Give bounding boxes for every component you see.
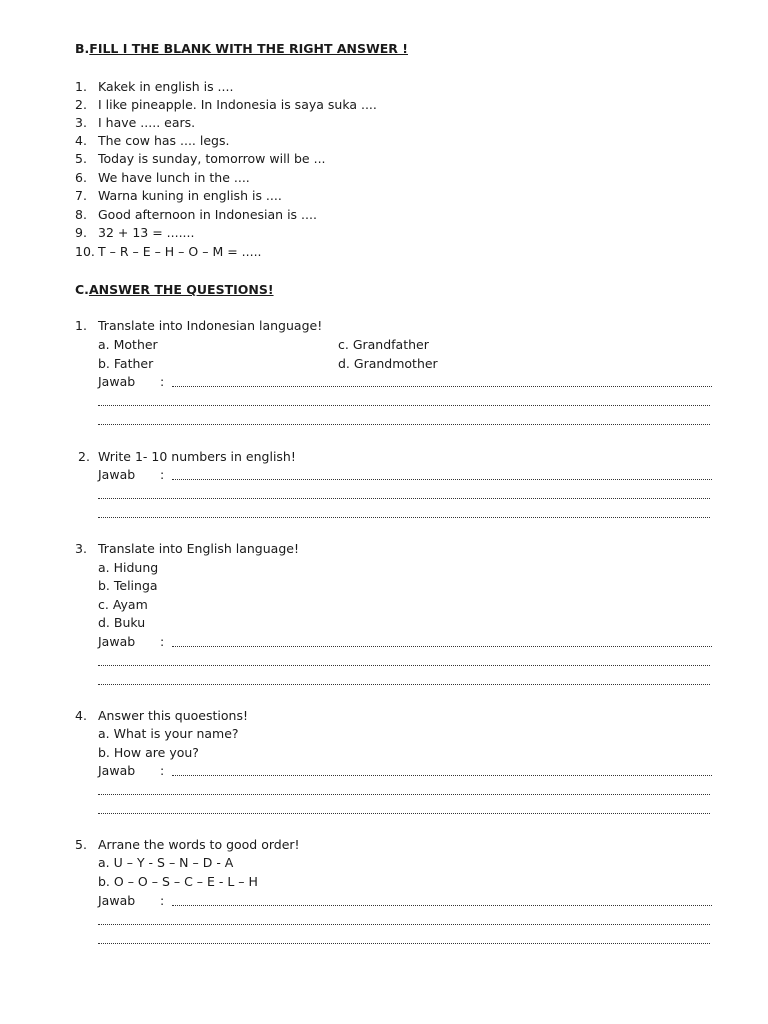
item-number: 4. — [75, 133, 87, 148]
section-c-heading — [75, 281, 274, 299]
answer-line[interactable] — [98, 812, 710, 814]
option: a. Hidung — [98, 560, 159, 575]
answer-line[interactable] — [172, 478, 712, 480]
section-b-letter: B. — [75, 41, 90, 56]
question-number: 5. — [75, 837, 87, 852]
answer-line[interactable] — [98, 516, 710, 518]
item-number: 9. — [75, 225, 87, 240]
item-number: 8. — [75, 207, 87, 222]
question-text: Translate into Indonesian language! — [98, 318, 323, 333]
jawab-label: Jawab — [98, 634, 136, 649]
answer-line[interactable] — [98, 683, 710, 685]
option: b. Father — [98, 356, 154, 371]
option: c. Ayam — [98, 597, 148, 612]
option: b. O – O – S – C – E - L – H — [98, 874, 258, 889]
jawab-label: Jawab — [98, 763, 136, 778]
item-number: 2. — [75, 97, 87, 112]
item-number: 7. — [75, 188, 87, 203]
item-text: Today is sunday, tomorrow will be ... — [98, 151, 326, 166]
item-number: 5. — [75, 151, 87, 166]
section-b-title: FILL I THE BLANK WITH THE RIGHT ANSWER ! — [89, 41, 408, 56]
option: b. How are you? — [98, 745, 199, 760]
answer-line[interactable] — [172, 904, 712, 906]
answer-line[interactable] — [98, 793, 710, 795]
jawab-label: Jawab — [98, 467, 136, 482]
answer-line[interactable] — [172, 645, 712, 647]
question-number: 4. — [75, 708, 87, 723]
option: b. Telinga — [98, 578, 158, 593]
option: c. Grandfather — [338, 337, 429, 352]
item-text: 32 + 13 = ....... — [98, 225, 195, 240]
question-text: Translate into English language! — [98, 541, 299, 556]
item-text: I like pineapple. In Indonesia is saya suka .... — [98, 97, 377, 112]
item-text: Good afternoon in Indonesian is .... — [98, 207, 317, 222]
answer-line[interactable] — [98, 423, 710, 425]
section-b-heading — [75, 40, 408, 58]
section-c-title: ANSWER THE QUESTIONS! — [88, 282, 274, 297]
question-number: 1. — [75, 318, 87, 333]
option: a. What is your name? — [98, 726, 239, 741]
jawab-label: Jawab — [98, 374, 136, 389]
item-text: I have ..... ears. — [98, 115, 196, 130]
answer-line[interactable] — [98, 942, 710, 944]
jawab-colon: : — [160, 467, 165, 482]
jawab-colon: : — [160, 374, 165, 389]
question-number: 2. — [78, 449, 90, 464]
item-text: Warna kuning in english is .... — [98, 188, 282, 203]
item-number: 10. — [75, 244, 95, 259]
item-text: We have lunch in the .... — [98, 170, 250, 185]
question-text: Arrane the words to good order! — [98, 837, 300, 852]
answer-line[interactable] — [172, 774, 712, 776]
question-text: Write 1- 10 numbers in english! — [98, 449, 296, 464]
item-text: T – R – E – H – O – M = ..... — [98, 244, 262, 259]
option: d. Grandmother — [338, 356, 438, 371]
jawab-colon: : — [160, 634, 165, 649]
answer-line[interactable] — [98, 923, 710, 925]
section-c-letter: C. — [75, 282, 89, 297]
answer-line[interactable] — [98, 497, 710, 499]
option: a. U – Y - S – N – D - A — [98, 855, 234, 870]
jawab-colon: : — [160, 763, 165, 778]
jawab-colon: : — [160, 893, 165, 908]
item-number: 3. — [75, 115, 87, 130]
item-text: Kakek in english is .... — [98, 79, 234, 94]
answer-line[interactable] — [172, 385, 712, 387]
jawab-label: Jawab — [98, 893, 136, 908]
item-number: 6. — [75, 170, 87, 185]
option: a. Mother — [98, 337, 158, 352]
item-text: The cow has .... legs. — [98, 133, 230, 148]
question-number: 3. — [75, 541, 87, 556]
answer-line[interactable] — [98, 404, 710, 406]
item-number: 1. — [75, 79, 87, 94]
option: d. Buku — [98, 615, 146, 630]
question-text: Answer this quoestions! — [98, 708, 248, 723]
answer-line[interactable] — [98, 664, 710, 666]
